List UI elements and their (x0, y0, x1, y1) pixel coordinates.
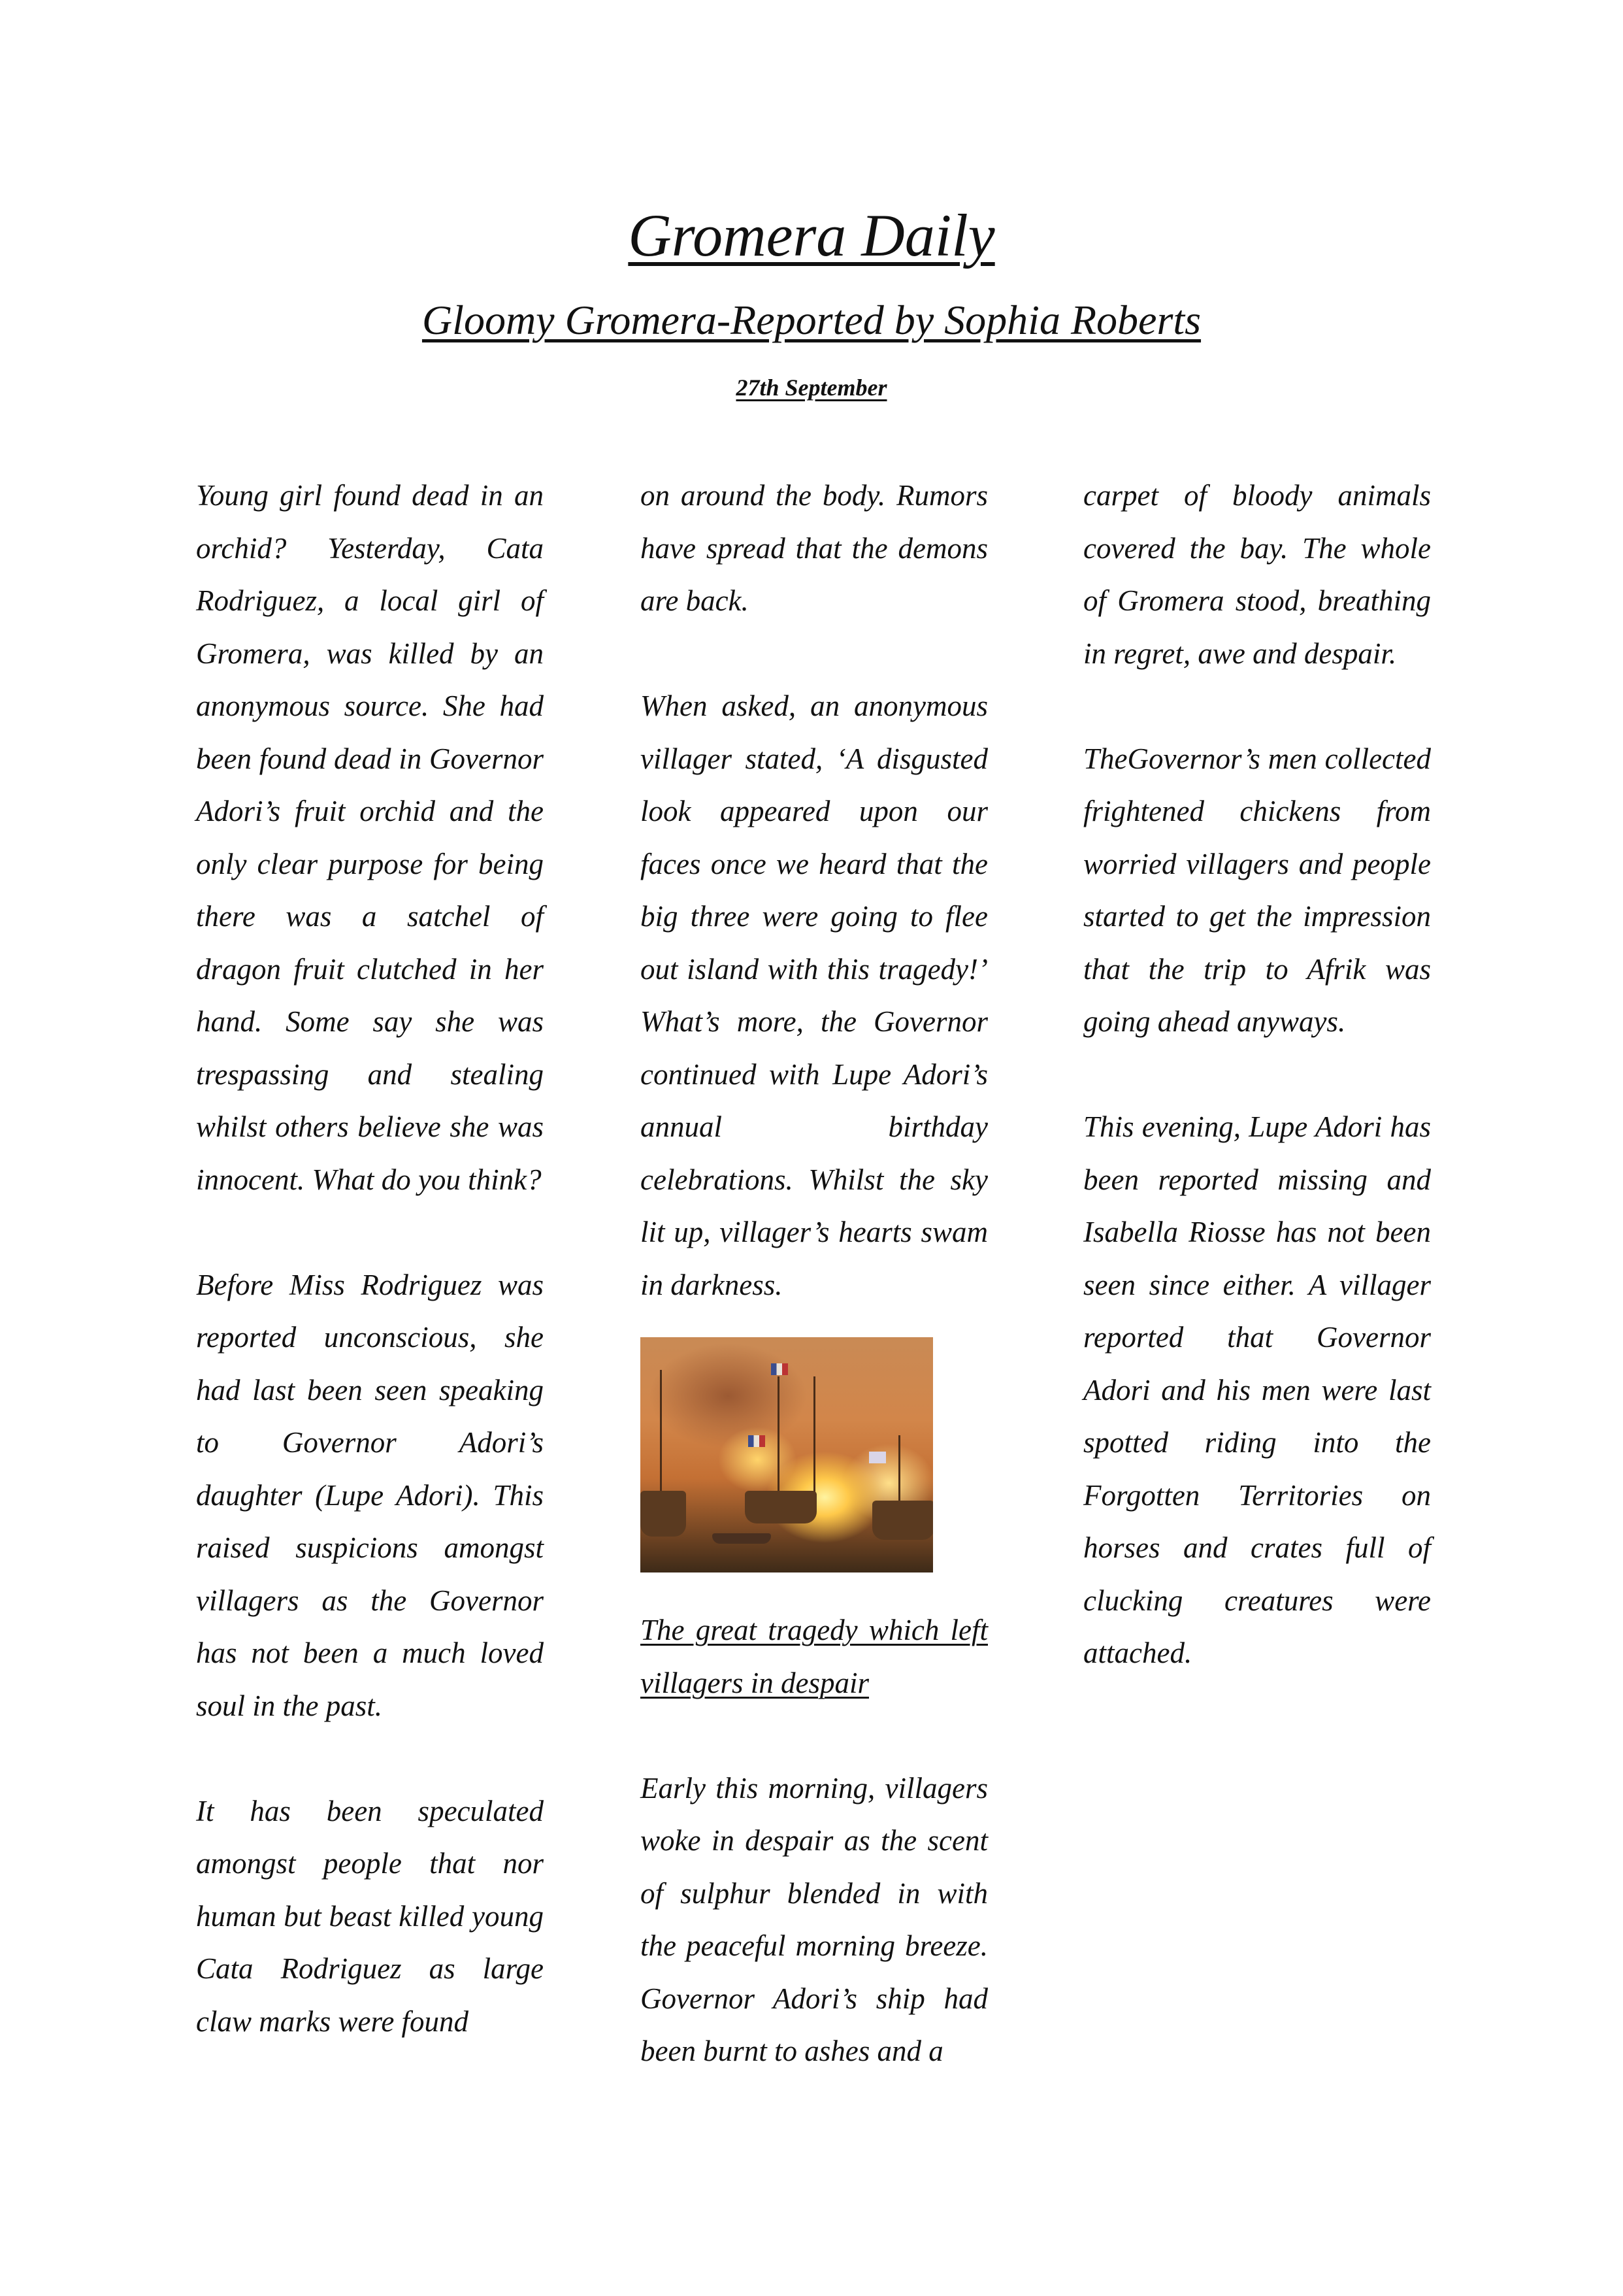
ship-flag (771, 1363, 788, 1375)
ship-mast (778, 1376, 779, 1494)
paragraph: This evening, Lupe Adori has been reported missing and Isabella Riosse has not been seen since either. A villager reported that Governor Adori and his men were last spotted riding into the Forgotten Territories on horses and crates full of clucking creatures were attached. (1083, 1110, 1431, 1669)
column-2 (640, 469, 988, 2078)
paragraph: carpet of bloody animals covered the bay. The whole of Gromera stood, breathing in regret, awe and despair. (1083, 479, 1431, 670)
image-caption: The great tragedy which left villagers in despair (640, 1614, 988, 1699)
paragraph: on around the body. Rumors have spread that the demons are back. (640, 479, 988, 617)
ship-hull (640, 1491, 686, 1537)
column-1 (196, 469, 544, 2048)
ship-flag (748, 1435, 765, 1447)
ship-hull (745, 1491, 817, 1523)
ship-flag (869, 1452, 886, 1463)
article-headline-text: Gloomy Gromera-Reported by Sophia Roberts (421, 297, 1202, 343)
column-3 (1083, 469, 1431, 1680)
paragraph: Before Miss Rodriguez was reported unconscious, she had last been seen speaking to Governor Adori’s daughter (Lupe Adori). This raised suspicions amongst villagers as the Governor has not been a much loved soul in the past. (196, 1268, 544, 1722)
ship-hull (872, 1501, 933, 1540)
paragraph: It has been speculated amongst people that nor human but beast killed young Cata Rodriguez as large claw marks were found (196, 1794, 544, 2038)
newspaper-title-text: Gromera Daily (628, 202, 995, 269)
paragraph: When asked, an anonymous villager stated, ‘A disgusted look appeared upon our faces once we heard that the big three were going to flee out island with this tragedy!’ What’s more, the Governor continued with Lupe Adori’s annual birthday celebrations. Whilst the sky lit up, villager’s hearts swam in darkness. (640, 690, 988, 1301)
paragraph: Young girl found dead in an orchid? Yesterday, Cata Rodriguez, a local girl of Gromera, was killed by an anonymous source. She had been found dead in Governor Adori’s fruit orchid and the only clear purpose for being there was a satchel of dragon fruit clutched in her hand. Some say she was trespassing and stealing whilst others believe she was innocent. What do you think? (196, 479, 544, 1196)
burning-ships-image (640, 1337, 933, 1572)
newspaper-title (0, 196, 1623, 275)
article-headline (0, 291, 1623, 350)
article-date (0, 371, 1623, 404)
paragraph: Early this morning, villagers woke in despair as the scent of sulphur blended in with the peaceful morning breeze. Governor Adori’s ship had been burnt to ashes and a (640, 1771, 988, 2067)
rowing-boat (712, 1533, 771, 1544)
article-date-text: 27th September (736, 374, 887, 401)
ship-mast (813, 1376, 815, 1507)
paragraph: TheGovernor’s men collected frightened chickens from worried villagers and people started to get the impression that the trip to Afrik was going ahead anyways. (1083, 742, 1431, 1038)
